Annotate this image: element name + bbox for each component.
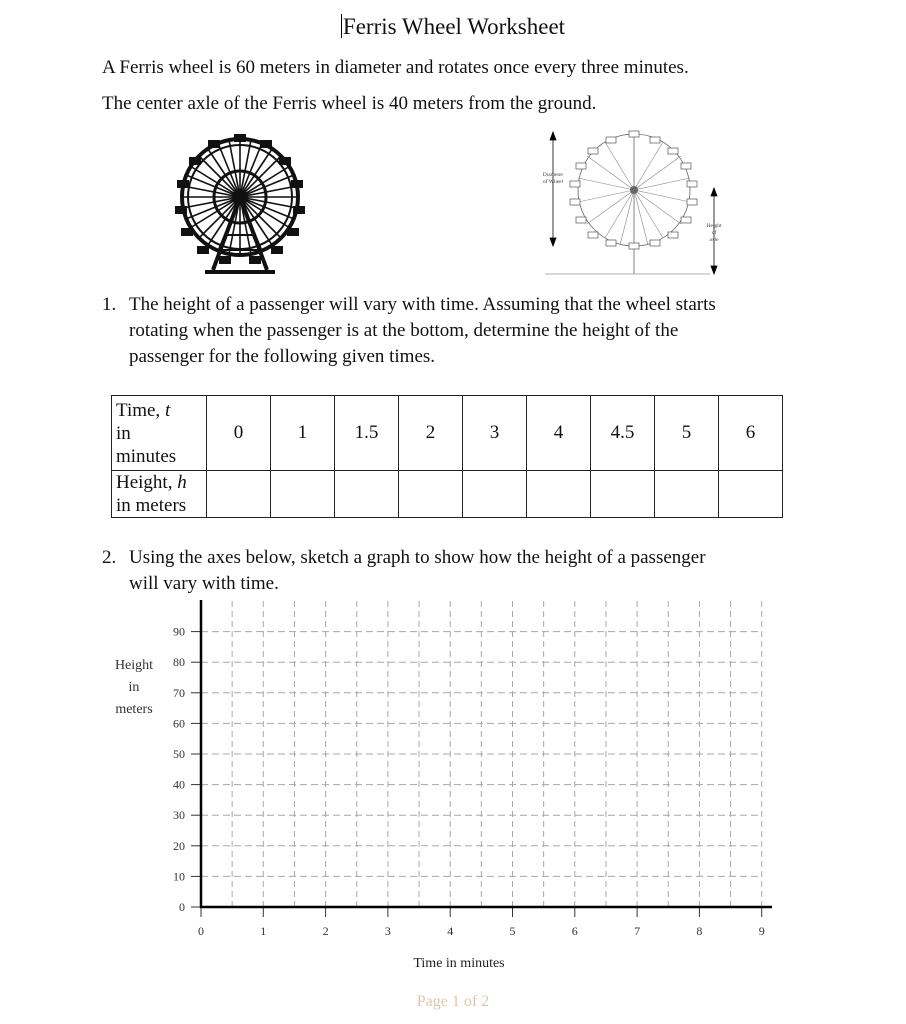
y-tick-label: 80 [173, 655, 185, 670]
diameter-label-line1: Diameter [542, 172, 564, 178]
y-tick-label: 0 [179, 900, 185, 914]
y-tick-label: 10 [173, 869, 185, 884]
question-1-line-2: rotating when the passenger is at the bottom, determine the height of the [129, 320, 679, 341]
time-cell: 4 [527, 396, 591, 471]
question-2-line-1: Using the axes below, sketch a graph to show how the height of a passenger [129, 547, 706, 568]
axle-label-line3: axle [709, 237, 719, 243]
question-1-number: 1. [102, 294, 117, 315]
axle-label-line2: of [711, 230, 717, 236]
time-cell: 2 [399, 396, 463, 471]
height-row-header: Height, h in meters [112, 471, 207, 518]
x-tick-label: 8 [696, 924, 703, 938]
page-title: Ferris Wheel Worksheet [342, 14, 566, 39]
y-tick-label: 40 [173, 777, 185, 792]
x-tick-label: 6 [571, 924, 578, 938]
x-axis-label: Time in minutes [413, 956, 505, 971]
axle-label-line1: Height [706, 223, 722, 229]
question-2-line-2: will vary with time. [129, 573, 279, 594]
time-cell: 1.5 [335, 396, 399, 471]
y-tick-label: 60 [173, 716, 185, 731]
y-tick-label: 50 [173, 747, 185, 761]
y-tick-label: 30 [173, 808, 185, 823]
y-tick-label: 90 [173, 624, 185, 639]
time-cell: 1 [271, 396, 335, 471]
time-cell: 3 [463, 396, 527, 471]
time-cell: 6 [719, 396, 783, 471]
y-tick-label: 20 [173, 838, 185, 853]
y-tick-label: 70 [173, 685, 185, 700]
intro-line-1: A Ferris wheel is 60 meters in diameter and rotates once every three minutes. [102, 57, 689, 78]
time-cell: 4.5 [591, 396, 655, 471]
x-tick-label: 1 [260, 924, 267, 938]
time-row-header: Time, t in minutes [112, 396, 207, 471]
question-1-line-1: The height of a passenger will vary with time. Assuming that the wheel starts [129, 294, 716, 315]
page-indicator: Page 1 of 2 [416, 993, 490, 1010]
x-tick-label: 9 [758, 924, 765, 938]
x-tick-label: 4 [447, 924, 454, 938]
time-cell: 5 [655, 396, 719, 471]
time-cell: 0 [207, 396, 271, 471]
question-2-number: 2. [102, 547, 117, 568]
x-tick-label: 3 [384, 924, 391, 938]
intro-line-2: The center axle of the Ferris wheel is 40 meters from the ground. [102, 93, 597, 114]
x-tick-label: 2 [322, 924, 329, 938]
x-tick-label: 5 [509, 924, 516, 938]
x-tick-label: 0 [198, 924, 204, 938]
question-1-line-3: passenger for the following given times. [129, 346, 436, 367]
x-tick-label: 7 [634, 924, 641, 938]
y-axis-label: Height in meters [114, 658, 154, 717]
diameter-label-line2: of Wheel [542, 179, 564, 185]
